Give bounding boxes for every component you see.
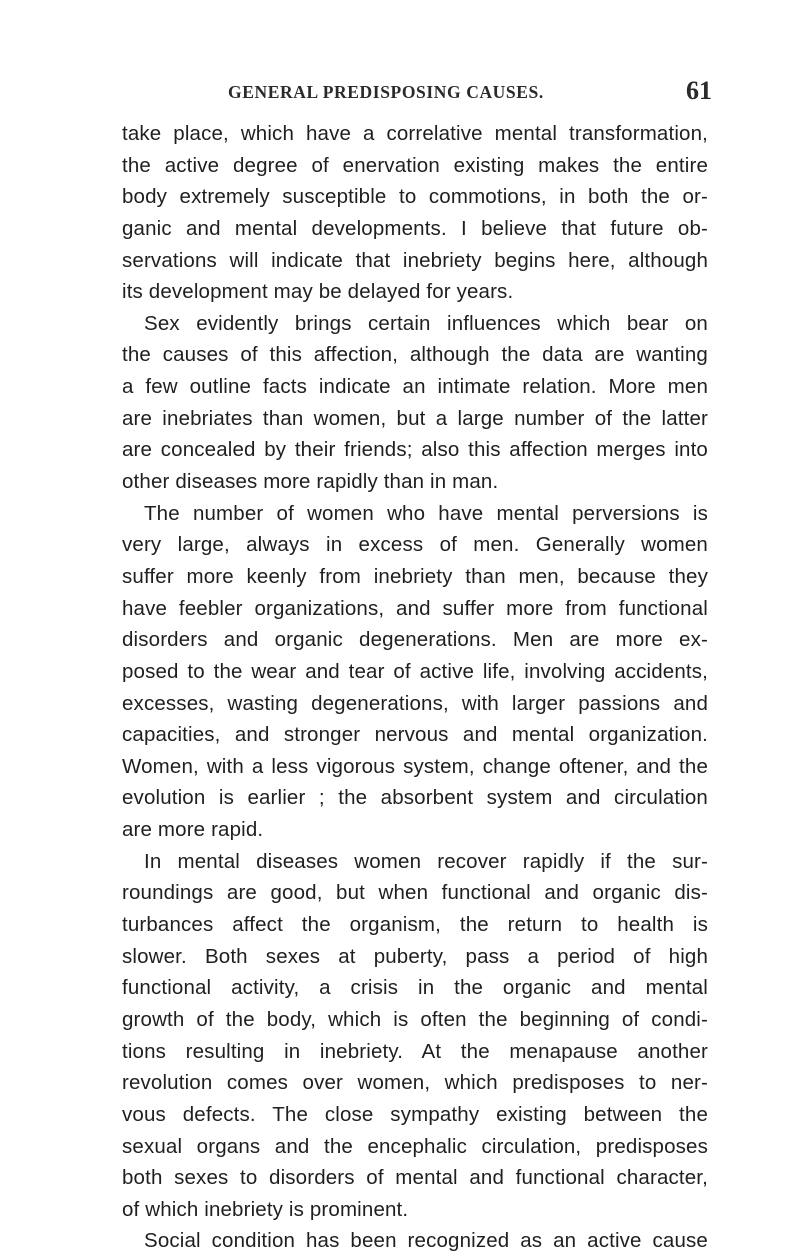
text-line: Women, with a less vigorous system, change oftener, and the: [122, 754, 708, 778]
text-line: ganic and mental developments. I believe that future ob-: [122, 216, 708, 240]
text-line: have feebler organizations, and suffer more from functional: [122, 596, 708, 620]
text-line: very large, always in excess of men. Generally women: [122, 533, 708, 557]
text-line: servations will indicate that inebriety begins here, although: [122, 248, 708, 272]
text-line: functional activity, a crisis in the organic and mental: [122, 976, 708, 1000]
text-line: roundings are good, but when functional and organic dis-: [122, 881, 708, 905]
text-line: the causes of this affection, although the data are wanting: [122, 343, 708, 367]
text-line: body extremely susceptible to commotions, in both the or-: [122, 185, 708, 209]
text-line: vous defects. The close sympathy existing between the: [122, 1102, 708, 1126]
page-number: 61: [686, 76, 712, 105]
body-text: [122, 118, 708, 1257]
text-line: take place, which have a correlative mental transformation,: [122, 122, 708, 145]
text-line: sexual organs and the encephalic circulation, predisposes: [122, 1134, 708, 1158]
text-line: disorders and organic degenerations. Men are more ex-: [122, 628, 708, 652]
paragraph-start-line: The number of women who have mental perversions is: [144, 501, 708, 525]
text-line: revolution comes over women, which predisposes to ner-: [122, 1071, 708, 1095]
text-line: other diseases more rapidly than in man.: [122, 470, 499, 494]
page-header: [120, 76, 712, 110]
running-head: GENERAL PREDISPOSING CAUSES.: [228, 82, 544, 102]
text-line: are inebriates than women, but a large number of the latter: [122, 406, 708, 430]
text-line: a few outline facts indicate an intimate relation. More men: [122, 375, 708, 399]
text-line: turbances affect the organism, the return to health is: [122, 913, 708, 937]
text-line: are concealed by their friends; also this affection merges into: [122, 438, 708, 462]
text-line: the active degree of enervation existing makes the entire: [122, 153, 708, 177]
text-line: evolution is earlier ; the absorbent system and circulation: [122, 786, 708, 810]
text-line: are more rapid.: [122, 818, 264, 842]
text-line: of which inebriety is prominent.: [122, 1197, 409, 1221]
text-line: growth of the body, which is often the beginning of condi-: [122, 1007, 708, 1031]
text-line: both sexes to disorders of mental and functional character,: [122, 1166, 708, 1190]
text-line: capacities, and stronger nervous and mental organization.: [122, 723, 708, 747]
paragraph-start-line: In mental diseases women recover rapidly if the sur-: [144, 849, 708, 873]
paragraph-start-line: Sex evidently brings certain influences which bear on: [144, 311, 708, 335]
text-line: excesses, wasting degenerations, with larger passions and: [122, 691, 708, 715]
text-line: suffer more keenly from inebriety than men, because they: [122, 564, 708, 588]
text-line: slower. Both sexes at puberty, pass a period of high: [122, 944, 708, 968]
paragraph-start-line: Social condition has been recognized as an active cause: [144, 1229, 708, 1253]
text-line: tions resulting in inebriety. At the menapause another: [122, 1039, 708, 1063]
text-line: posed to the wear and tear of active life, involving accidents,: [122, 659, 708, 683]
text-line: its development may be delayed for years.: [122, 280, 514, 304]
